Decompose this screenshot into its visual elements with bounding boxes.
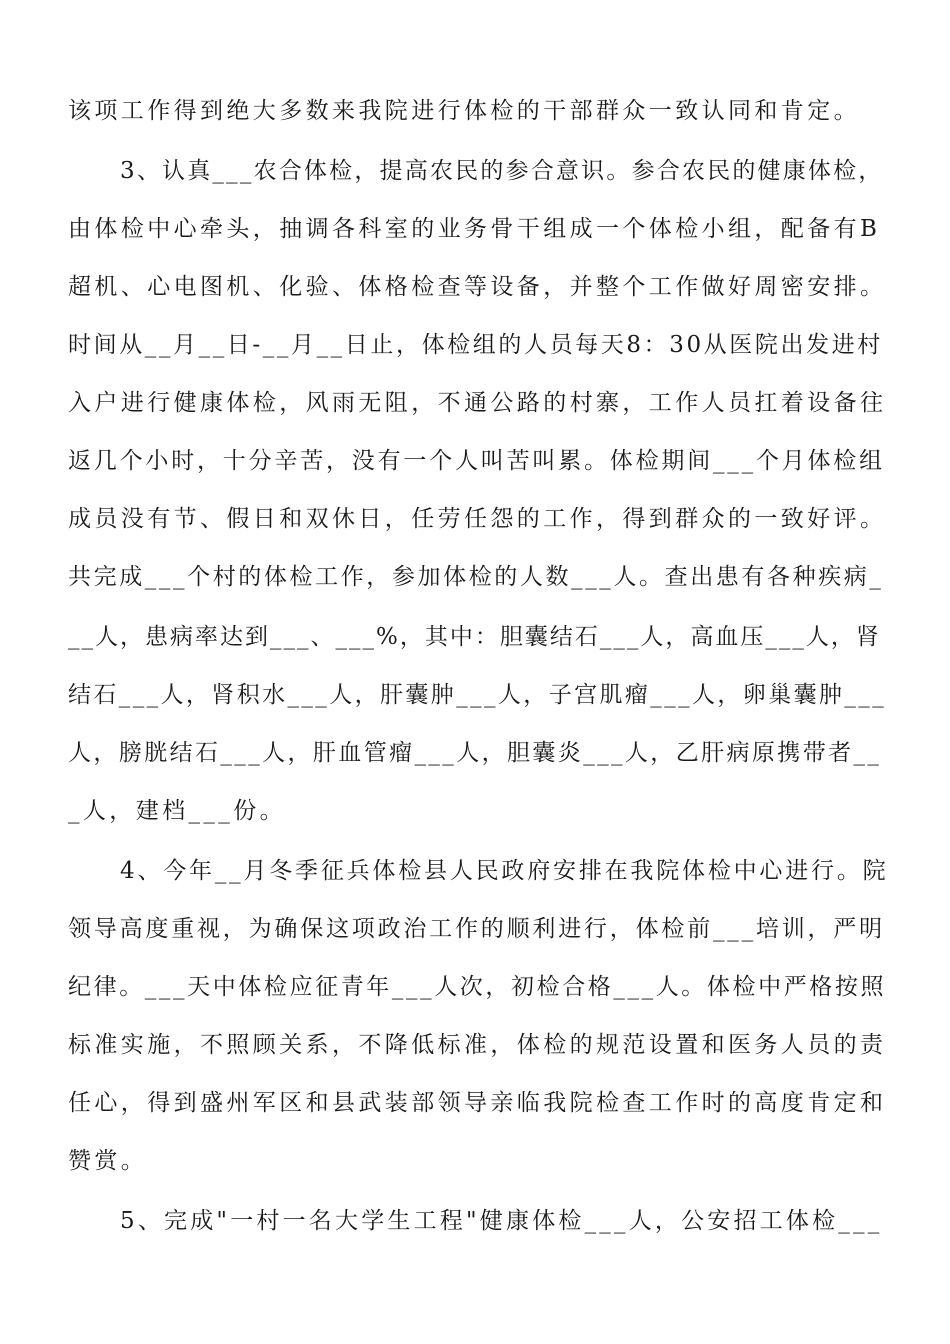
text-line: 超机、心电图机、化验、体格检查等设备，并整个工作做好周密安排。 — [68, 274, 887, 300]
text-line: 标准实施，不照顾关系，不降低标准，体检的规范设置和医务人员的责 — [68, 1032, 887, 1058]
text-line: 入户进行健康体检，风雨无阻，不通公路的村寨，工作人员扛着设备往 — [68, 390, 887, 416]
text-line: 人，膀胱结石___人，肝血管瘤___人，胆囊炎___人，乙肝病原携带者__ — [68, 740, 882, 766]
text-line: 成员没有节、假日和双休日，任劳任怨的工作，得到群众的一致好评。 — [68, 506, 887, 532]
text-line: 结石___人，肾积水___人，肝囊肿___人，子宫肌瘤___人，卵巢囊肿___ — [68, 682, 887, 708]
paragraph-3-start: 3、认真___农合体检，提高农民的参合意识。参合农民的健康体检， — [120, 158, 884, 184]
text-line: 赞赏。 — [68, 1148, 148, 1174]
paragraph-4-start: 4、今年__月冬季征兵体检县人民政府安排在我院体检中心进行。院 — [120, 858, 889, 884]
text-line: 返几个小时，十分辛苦，没有一个人叫苦叫累。体检期间___个月体检组 — [68, 448, 885, 474]
text-line: 领导高度重视，为确保这项政治工作的顺利进行，体检前___培训，严明 — [68, 916, 885, 942]
text-line: 时间从__月__日-__月__日止，体检组的人员每天8：30从医院出发进村 — [68, 332, 883, 358]
text-line: 共完成___个村的体检工作，参加体检的人数___人。查出患有各种疾病_ — [68, 564, 884, 590]
text-line: 纪律。___天中体检应征青年___人次，初检合格___人。体检中严格按照 — [68, 974, 887, 1000]
text-line: 由体检中心牵头，抽调各科室的业务骨干组成一个体检小组，配备有B — [68, 216, 881, 242]
text-line: __人，患病率达到___、___%，其中：胆囊结石___人，高血压___人，肾 — [68, 624, 881, 650]
text-line: _人，建档___份。 — [68, 798, 286, 824]
paragraph-5-start: 5、完成"一村一名大学生工程"健康体检___人，公安招工体检___ — [120, 1208, 883, 1234]
text-line: 该项工作得到绝大多数来我院进行体检的干部群众一致认同和肯定。 — [68, 98, 860, 124]
text-line: 任心，得到盛州军区和县武装部领导亲临我院检查工作时的高度肯定和 — [68, 1090, 887, 1116]
